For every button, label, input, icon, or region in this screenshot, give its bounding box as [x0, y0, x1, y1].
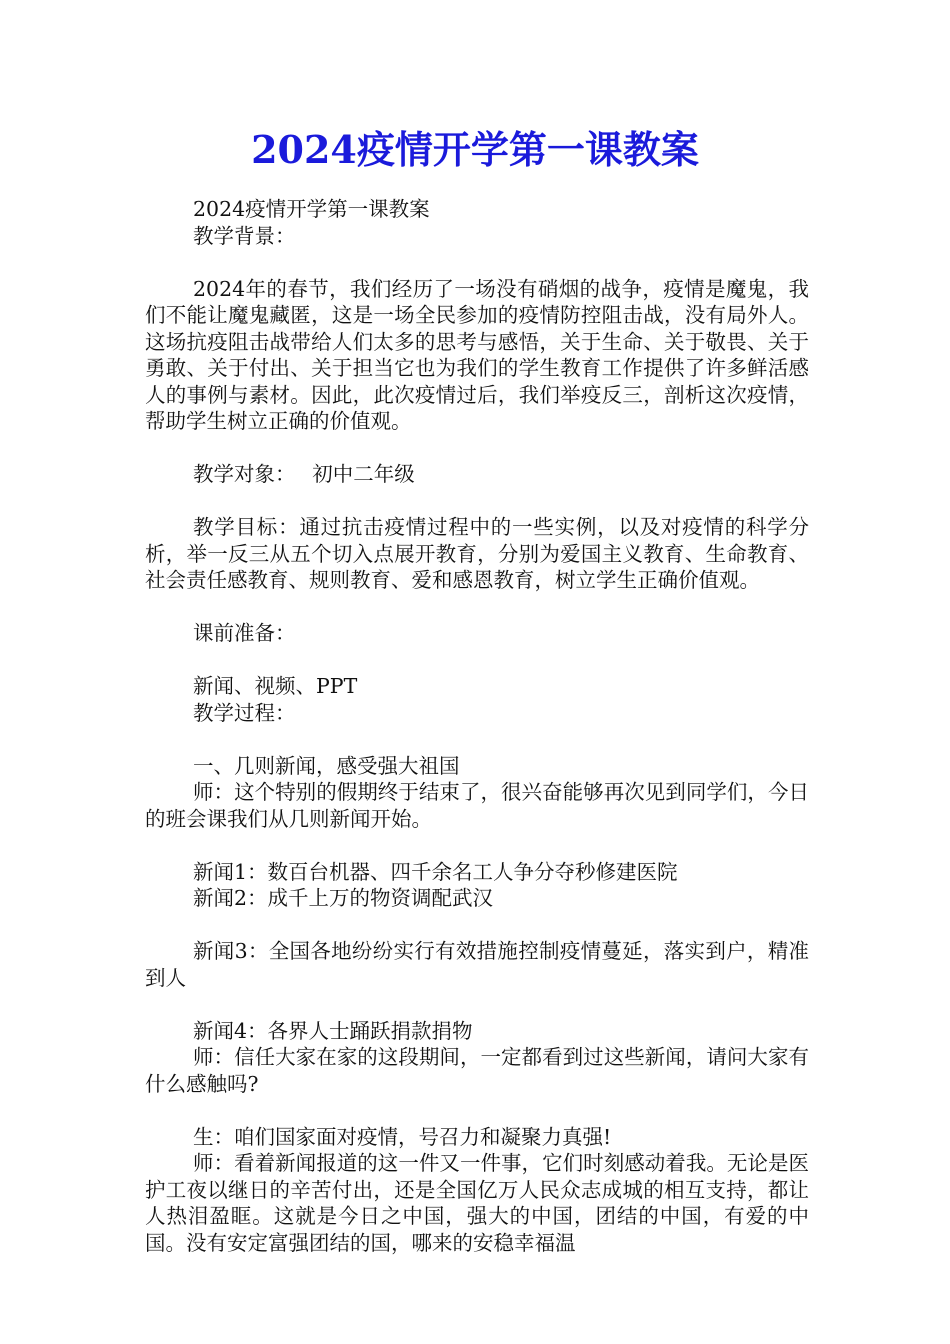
- paragraph: 师：这个特别的假期终于结束了，很兴奋能够再次见到同学们，今日的班会课我们从几则新闻开始。: [145, 780, 809, 831]
- paragraph: 2024年的春节，我们经历了一场没有硝烟的战争，疫情是魔鬼，我们不能让魔鬼藏匿，这是一场全民参加的疫情防控阻击战，没有局外人。这场抗疫阻击战带给人们太多的思考与感悟，关于生命、关于敬畏、关于勇敢、关于付出、关于担当它也为我们的学生教育工作提供了许多鲜活感人的事例与素材。因此，此次疫情过后，我们举疫反三，剖析这次疫情，帮助学生树立正确的价值观。: [145, 276, 809, 433]
- paragraph: 新闻1：数百台机器、四千余名工人争分夺秒修建医院: [193, 859, 678, 884]
- paragraph: 新闻3：全国各地纷纷实行有效措施控制疫情蔓延，落实到户，精准到人: [145, 939, 809, 990]
- paragraph: 课前准备：: [193, 621, 296, 645]
- paragraph: 师：信任大家在家的这段期间，一定都看到过这些新闻，请问大家有什么感触吗?: [145, 1045, 809, 1096]
- paragraph: 新闻、视频、PPT: [193, 674, 358, 698]
- paragraph: 教学过程：: [193, 700, 296, 725]
- document-title: 2024疫情开学第一课教案: [251, 127, 699, 172]
- paragraph: 教学对象： 初中二年级: [193, 462, 415, 486]
- paragraph: 一、几则新闻，感受强大祖国: [193, 753, 460, 778]
- paragraph: 教学目标：通过抗击疫情过程中的一些实例，以及对疫情的科学分析，举一反三从五个切入点展开教育，分别为爱国主义教育、生命教育、社会责任感教育、规则教育、爱和感恩教育，树立学生正确价值观。: [145, 515, 809, 592]
- paragraph: 新闻4：各界人士踊跃捐款捐物: [193, 1018, 473, 1043]
- document-body: [145, 196, 809, 1256]
- paragraph: 教学背景：: [193, 223, 296, 248]
- paragraph: 师：看着新闻报道的这一件又一件事，它们时刻感动着我。无论是医护工夜以继日的辛苦付出，还是全国亿万人民众志成城的相互支持，都让人热泪盈眶。这就是今日之中国，强大的中国，团结的中国，有爱的中国。没有安定富强团结的国，哪来的安稳幸福温: [145, 1151, 809, 1255]
- paragraph: 生：咱们国家面对疫情，号召力和凝聚力真强!: [193, 1124, 612, 1149]
- paragraph: 新闻2：成千上万的物资调配武汉: [193, 886, 494, 910]
- paragraph: 2024疫情开学第一课教案: [193, 197, 430, 221]
